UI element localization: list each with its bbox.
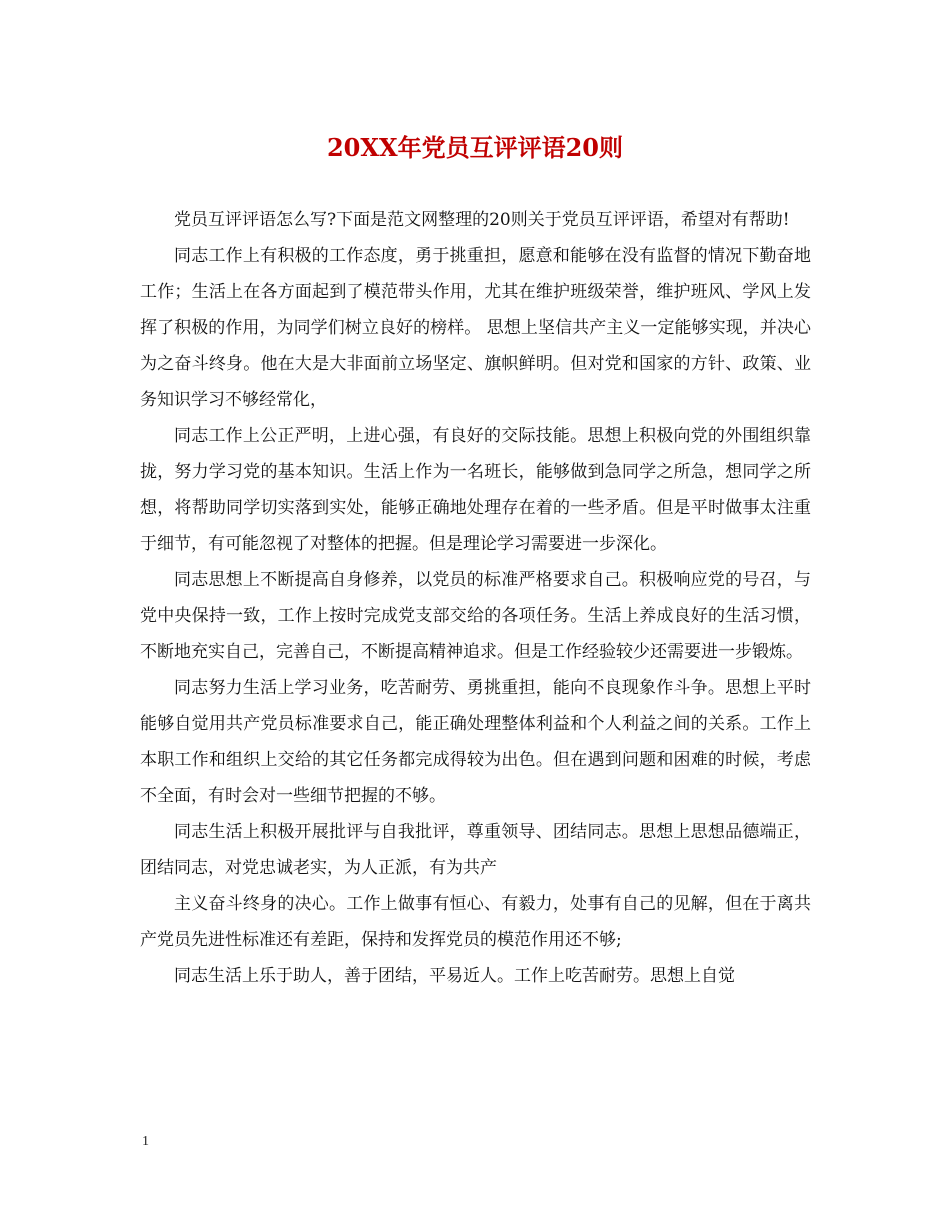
paragraph-comment-1: 同志工作上有积极的工作态度，勇于挑重担，愿意和能够在没有监督的情况下勤奋地工作；生活上在各方面起到了模范带头作用，尤其在维护班级荣誉，维护班风、学风上发挥了积极的作用，为同学们树立良好的榜样。 思想上坚信共产主义一定能够实现，并决心为之奋斗终身。他在大是大非面前立场坚定、旗帜鲜明。但对党和国家的方针、政策、业务知识学习不够经常化， [140, 246, 811, 410]
paragraph-comment-2: 同志工作上公正严明，上进心强，有良好的交际技能。思想上积极向党的外围组织靠拢，努力学习党的基本知识。生活上作为一名班长，能够做到急同学之所急，想同学之所想，将帮助同学切实落到实处，能够正确地处理存在着的一些矛盾。但是平时做事太注重于细节，有可能忽视了对整体的把握。但是理论学习需要进一步深化。 [140, 426, 811, 554]
paragraph-intro: 党员互评评语怎么写?下面是范文网整理的20则关于党员互评评语，希望对有帮助! [174, 210, 790, 230]
page-number: 1 [142, 1134, 149, 1149]
paragraph-comment-3: 同志思想上不断提高自身修养，以党员的标准严格要求自己。积极响应党的号召，与党中央保持一致，工作上按时完成党支部交给的各项任务。生活上养成良好的生活习惯，不断地充实自己，完善自己，不断提高精神追求。但是工作经验较少还需要进一步锻炼。 [140, 570, 811, 662]
paragraph-comment-6: 同志生活上乐于助人，善于团结，平易近人。工作上吃苦耐劳。思想上自觉 [174, 966, 735, 986]
document-title: 20XX年党员互评评语20则 [326, 133, 624, 162]
document-body [140, 202, 811, 994]
paragraph-comment-5: 同志生活上积极开展批评与自我批评，尊重领导、团结同志。思想上思想品德端正，团结同志，对党忠诚老实，为人正派，有为共产 [140, 822, 811, 878]
paragraph-comment-4: 同志努力生活上学习业务，吃苦耐劳、勇挑重担，能向不良现象作斗争。思想上平时能够自觉用共产党员标准要求自己，能正确处理整体利益和个人利益之间的关系。工作上本职工作和组织上交给的其它任务都完成得较为出色。但在遇到问题和困难的时候，考虑不全面，有时会对一些细节把握的不够。 [140, 678, 811, 806]
paragraph-comment-5-continued: 主义奋斗终身的决心。工作上做事有恒心、有毅力，处事有自己的见解，但在于离共产党员先进性标准还有差距，保持和发挥党员的模范作用还不够; [140, 894, 811, 950]
